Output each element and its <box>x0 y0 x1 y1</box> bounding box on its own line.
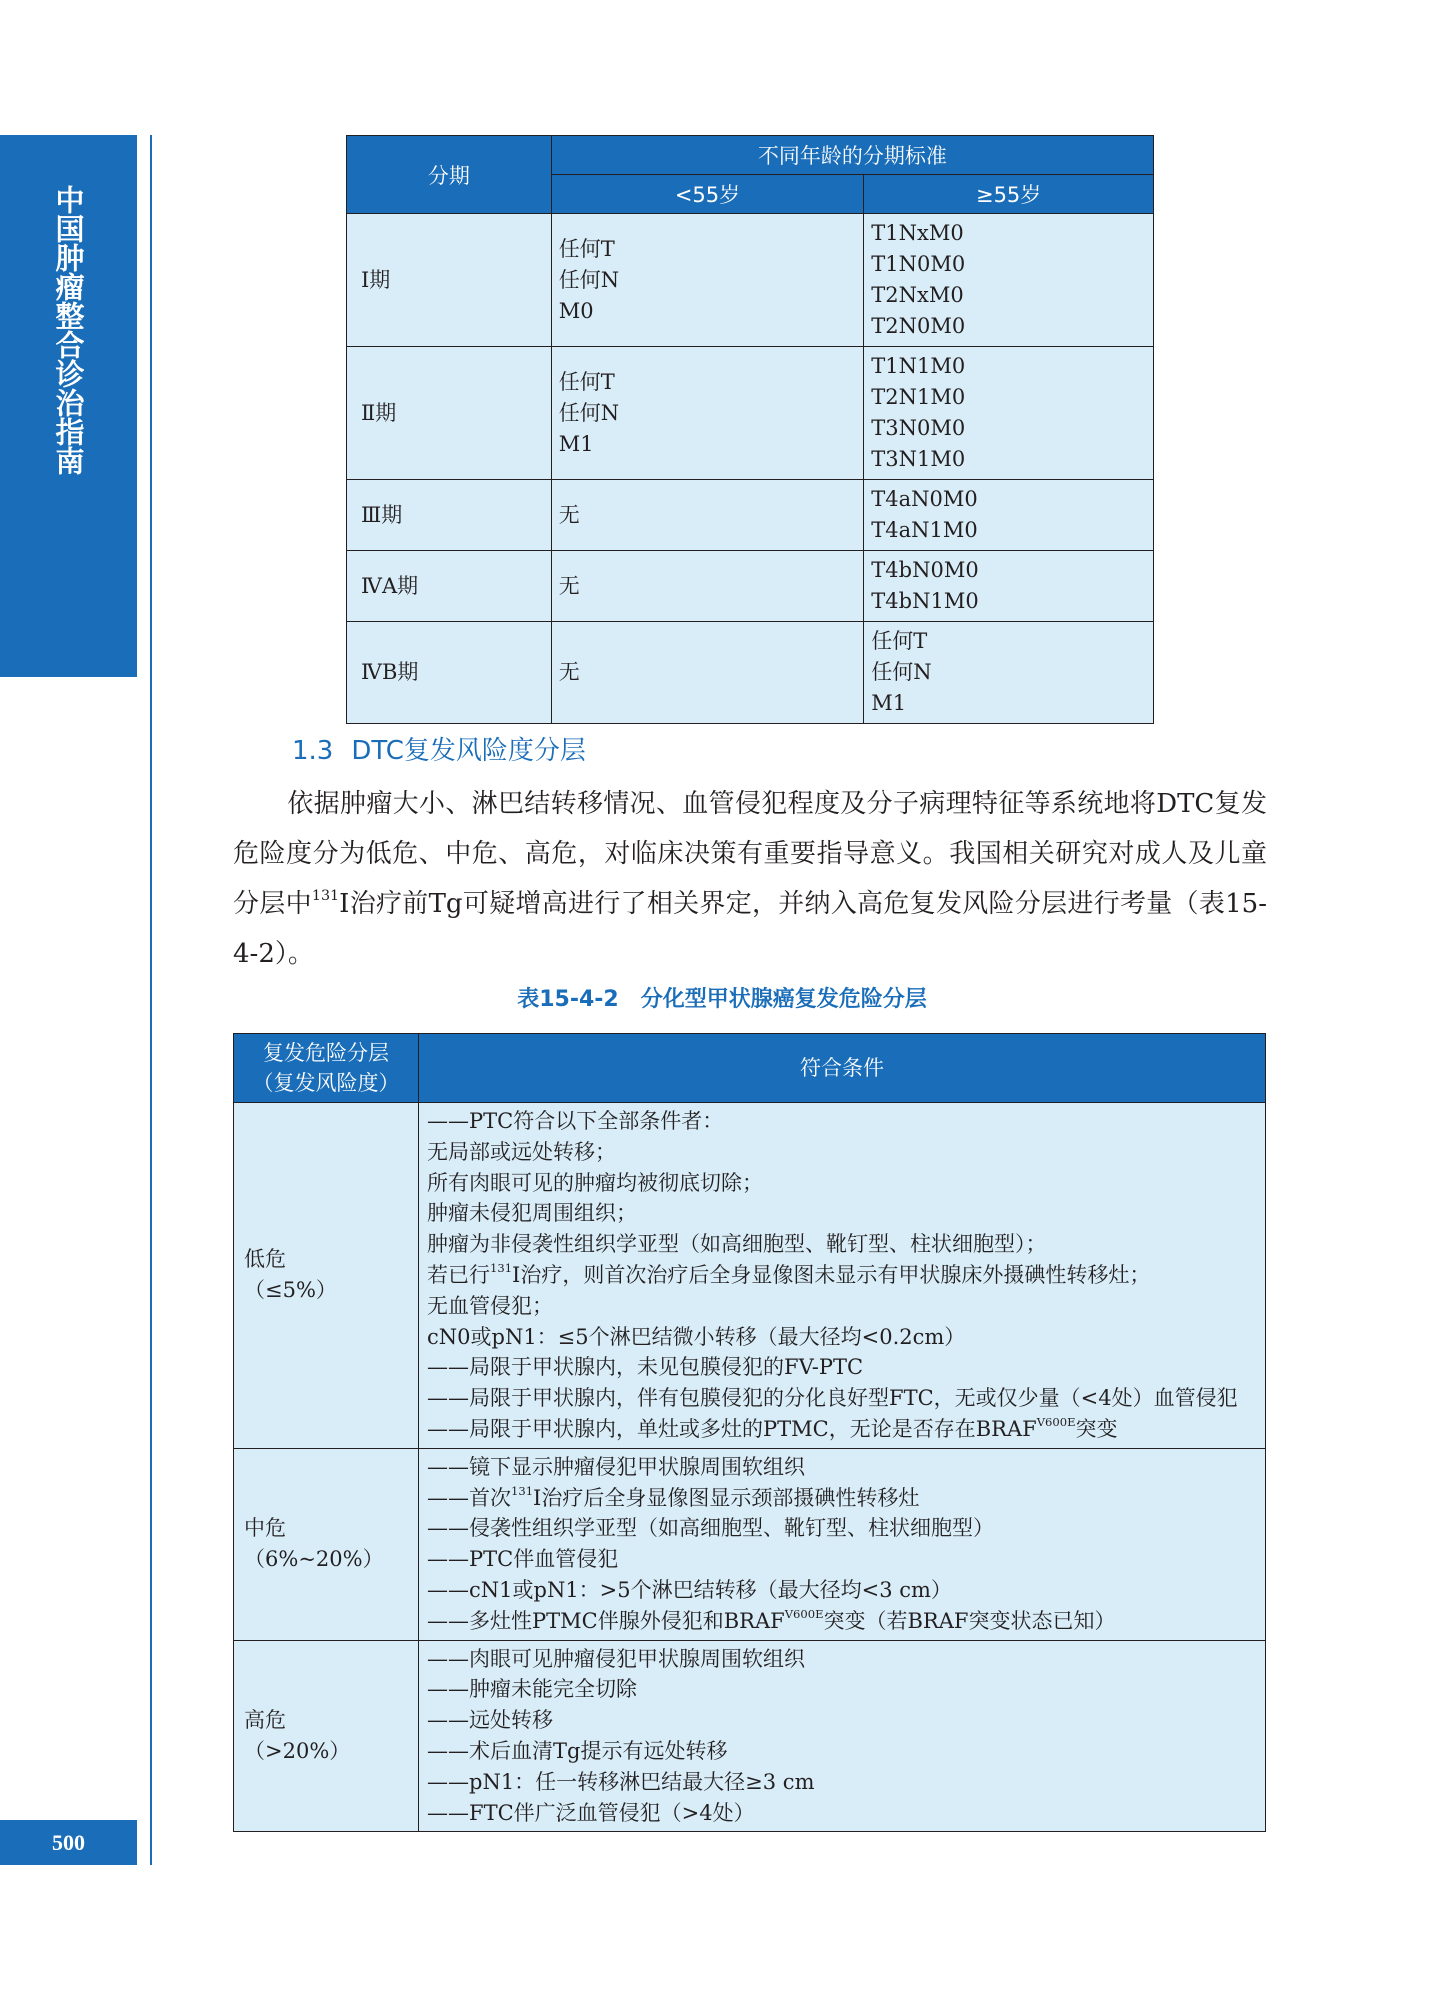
condition-line: ——术后血清Tg提示有远处转移 <box>427 1738 728 1763</box>
level-range: （6%~20%） <box>244 1547 384 1572</box>
over55-cell <box>864 347 1154 480</box>
table-row <box>234 1103 1266 1449</box>
table-row <box>347 480 1154 551</box>
condition-line: 所有肉眼可见的肿瘤均被彻底切除； <box>427 1170 763 1195</box>
condition-line: ——肉眼可见肿瘤侵犯甲状腺周围软组织 <box>427 1646 805 1671</box>
condition-text: 突变 <box>1075 1416 1118 1441</box>
cell-line: T1N1M0 <box>871 354 966 378</box>
under55-cell <box>551 214 864 347</box>
condition-line: ——肿瘤未能完全切除 <box>427 1677 637 1702</box>
over55-cell <box>864 551 1154 622</box>
condition-line: 肿瘤未侵犯周围组织； <box>427 1201 637 1226</box>
paragraph-text-2: I治疗前Tg可疑增高进行了相关界定，并纳入高危复发风险分层进行考量（表15-4-2）。 <box>233 889 1267 969</box>
over55-cell <box>864 214 1154 347</box>
stage-cell: Ⅰ期 <box>347 214 552 347</box>
condition-text: ——首次 <box>427 1485 511 1510</box>
table-number: 表15-4-2 <box>517 987 619 1012</box>
cell-line: T1N0M0 <box>871 252 966 276</box>
book-title: 中国肿瘤整合诊治指南 <box>51 185 86 475</box>
condition-line <box>427 1606 1257 1637</box>
condition-line: ——侵袭性组织学亚型（如高细胞型、靴钉型、柱状细胞型） <box>427 1516 994 1541</box>
table-row <box>347 622 1154 724</box>
condition-line <box>427 1414 1257 1445</box>
under55-cell <box>551 551 864 622</box>
superscript: 131 <box>511 1483 534 1498</box>
risk-table <box>233 1033 1266 1832</box>
cell-line: T1NxM0 <box>871 221 964 245</box>
cell-line: M0 <box>558 298 594 323</box>
cell-line: 任何T <box>558 236 615 261</box>
level-range: （≤5%） <box>244 1278 337 1303</box>
level-name: 低危 <box>244 1247 286 1272</box>
section-title: DTC复发风险度分层 <box>351 736 586 766</box>
table-caption <box>0 982 1444 1013</box>
condition-line: ——镜下显示肿瘤侵犯甲状腺周围软组织 <box>427 1454 805 1479</box>
cell-line: 任何N <box>558 400 620 425</box>
condition-text: I治疗，则首次治疗后全身显像图未显示有甲状腺床外摄碘性转移灶； <box>512 1262 1151 1287</box>
stage-cell: ⅣA期 <box>347 551 552 622</box>
table-row <box>234 1448 1266 1640</box>
cell-line: M1 <box>558 431 594 456</box>
section-number: 1.3 <box>292 736 334 766</box>
condition-line: ——pN1：任一转移淋巴结最大径≥3 cm <box>427 1769 815 1794</box>
level-name: 中危 <box>244 1516 286 1541</box>
header-over55: ≥55岁 <box>864 175 1154 214</box>
conditions-mid <box>419 1448 1266 1640</box>
cell-line: T3N0M0 <box>871 416 966 440</box>
under55-cell <box>551 480 864 551</box>
cell-line: 无 <box>558 573 580 598</box>
condition-text: ——局限于甲状腺内，单灶或多灶的PTMC，无论是否存在BRAF <box>427 1416 1037 1441</box>
superscript: V600E <box>784 1607 824 1622</box>
page-number: 500 <box>0 1820 137 1865</box>
over55-cell <box>864 622 1154 724</box>
condition-line: ——cN1或pN1：>5个淋巴结转移（最大径均<3 cm） <box>427 1577 952 1602</box>
condition-text: 若已行 <box>427 1262 490 1287</box>
conditions-low <box>419 1103 1266 1449</box>
stage-cell: ⅣB期 <box>347 622 552 724</box>
header-under55: <55岁 <box>551 175 864 214</box>
cell-line: T4bN0M0 <box>871 558 979 582</box>
cell-line: T2N1M0 <box>871 385 966 409</box>
table-row <box>347 551 1154 622</box>
condition-line <box>427 1260 1257 1291</box>
risk-level-mid <box>234 1448 419 1640</box>
table-title: 分化型甲状腺癌复发危险分层 <box>640 987 927 1012</box>
cell-line: 任何N <box>558 267 620 292</box>
header-stage: 分期 <box>347 136 552 214</box>
condition-text: 突变（若BRAF突变状态已知） <box>823 1608 1116 1633</box>
header-conditions: 符合条件 <box>419 1034 1266 1103</box>
condition-line: cN0或pN1：≤5个淋巴结微小转移（最大径均<0.2cm） <box>427 1324 966 1349</box>
under55-cell <box>551 622 864 724</box>
cell-line: T2N0M0 <box>871 314 966 338</box>
paragraph-text-1: 依据肿瘤大小、淋巴结转移情况、血管侵犯程度及分子病理特征等系统地将DTC复发危险度分为低危、中危、高危，对临床决策有重要指导意义。我国相关研究对成人及儿童分层中 <box>233 789 1267 919</box>
cell-line: T4bN1M0 <box>871 589 979 613</box>
condition-line: ——PTC伴血管侵犯 <box>427 1547 619 1572</box>
risk-level-high <box>234 1640 419 1832</box>
superscript: 131 <box>490 1261 513 1276</box>
stage-cell: Ⅲ期 <box>347 480 552 551</box>
section-heading <box>292 730 586 767</box>
stage-cell: Ⅱ期 <box>347 347 552 480</box>
condition-line: ——远处转移 <box>427 1708 553 1733</box>
cell-line: T2NxM0 <box>871 283 964 307</box>
superscript: 131 <box>311 888 340 905</box>
body-paragraph <box>233 779 1267 979</box>
over55-cell <box>864 480 1154 551</box>
header-risk-level <box>234 1034 419 1103</box>
under55-cell <box>551 347 864 480</box>
condition-line: 肿瘤为非侵袭性组织学亚型（如高细胞型、靴钉型、柱状细胞型）； <box>427 1232 1047 1257</box>
level-range: （>20%） <box>244 1738 351 1763</box>
cell-line: 无 <box>558 502 580 527</box>
cell-line: T4aN1M0 <box>871 518 978 542</box>
cell-line: 任何N <box>871 660 932 684</box>
header-line: （复发风险度） <box>252 1071 400 1095</box>
cell-line: 无 <box>558 660 580 684</box>
condition-line: 无局部或远处转移； <box>427 1139 616 1164</box>
staging-table <box>346 135 1154 724</box>
condition-text: ——多灶性PTMC伴腺外侵犯和BRAF <box>427 1608 785 1633</box>
condition-line: ——PTC符合以下全部条件者： <box>427 1109 724 1133</box>
cell-line: T3N1M0 <box>871 447 966 471</box>
table-row <box>347 347 1154 480</box>
condition-line: ——局限于甲状腺内，伴有包膜侵犯的分化良好型FTC，无或仅少量（<4处）血管侵犯 <box>427 1386 1238 1411</box>
cell-line: 任何T <box>558 369 615 394</box>
header-line: 复发危险分层 <box>263 1041 389 1065</box>
cell-line: M1 <box>871 691 907 715</box>
condition-line: ——FTC伴广泛血管侵犯（>4处） <box>427 1800 755 1825</box>
table-row <box>347 214 1154 347</box>
header-criteria: 不同年龄的分期标准 <box>551 136 1153 175</box>
cell-line: T4aN0M0 <box>871 487 978 511</box>
table-row <box>234 1640 1266 1832</box>
condition-line <box>427 1483 1257 1514</box>
risk-level-low <box>234 1103 419 1449</box>
condition-line: ——局限于甲状腺内，未见包膜侵犯的FV-PTC <box>427 1355 864 1380</box>
condition-text: I治疗后全身显像图显示颈部摄碘性转移灶 <box>533 1485 920 1510</box>
sidebar-banner <box>0 135 137 677</box>
condition-line: 无血管侵犯； <box>427 1293 553 1318</box>
conditions-high <box>419 1640 1266 1832</box>
level-name: 高危 <box>244 1707 286 1732</box>
cell-line: 任何T <box>871 629 928 653</box>
superscript: V600E <box>1036 1415 1076 1430</box>
